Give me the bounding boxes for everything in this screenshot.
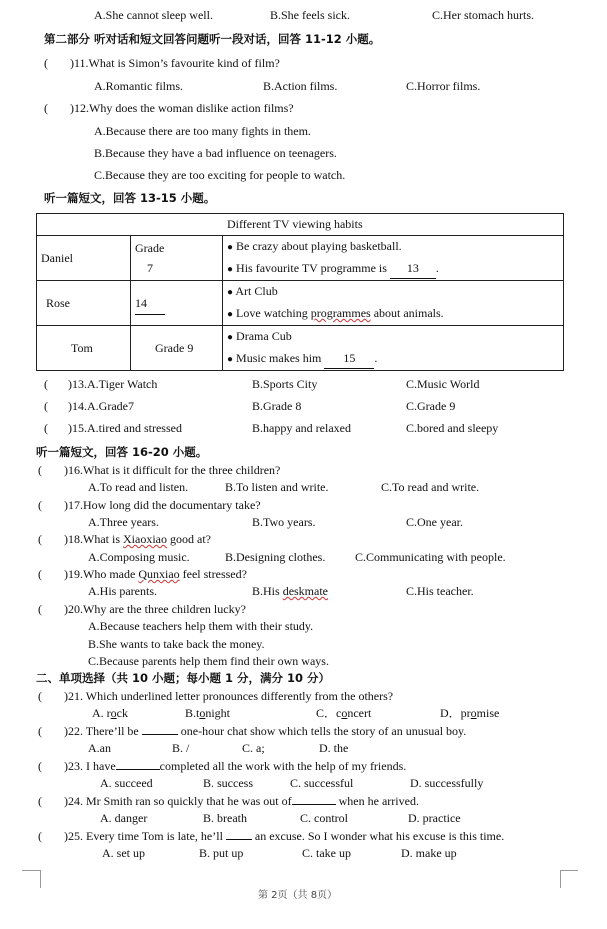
q24-option-c: C. control xyxy=(300,811,348,825)
q18-paren-close: ) xyxy=(64,532,68,546)
q17-paren-open: ( xyxy=(38,498,42,512)
tv-habits-table xyxy=(36,213,564,371)
q15-option-b: B.happy and relaxed xyxy=(252,421,351,435)
crop-mark xyxy=(40,870,41,888)
q14-paren-open: ( xyxy=(44,399,48,413)
q21-stem xyxy=(64,689,393,703)
q23-stem-pre: 23. I have xyxy=(68,759,116,773)
daniel-line2-post: . xyxy=(435,261,439,275)
q11-stem-text: 11.What is Simon’s favourite kind of film? xyxy=(74,56,280,70)
q19-option-b-word: deskmate xyxy=(282,584,329,598)
bullet-icon: ● xyxy=(227,332,234,343)
q25-stem-pre: 25. Every time Tom is late, he’ll xyxy=(68,829,223,843)
q21-d-pre: D．pr xyxy=(440,706,471,720)
q12-stem xyxy=(70,101,294,115)
q16-paren-open: ( xyxy=(38,463,42,477)
q20-paren-open: ( xyxy=(38,602,42,616)
q18-option-a: A.Composing music. xyxy=(88,550,190,564)
q14-stem-text: 14.A.Grade7 xyxy=(72,399,134,413)
q21-a-letter: o xyxy=(110,706,117,720)
q22-stem-post: one-hour chat show which tells the story of an unusual boy. xyxy=(180,724,467,738)
rose-line2-pre: Love watching xyxy=(236,306,311,320)
q19-stem-post: feel stressed? xyxy=(179,567,247,581)
q14-paren-close: ) xyxy=(68,399,72,413)
q21-c-post: ncert xyxy=(347,706,372,720)
q23-option-c: C. successful xyxy=(290,776,354,790)
q19-stem xyxy=(64,567,247,581)
q21-d-letter: o xyxy=(470,706,477,720)
page-footer: 第 2页（共 8页） xyxy=(258,890,338,901)
q18-paren-open: ( xyxy=(38,532,42,546)
q25-option-a: A. set up xyxy=(102,846,145,860)
rose-habits xyxy=(223,281,564,326)
q17-paren-close: ) xyxy=(64,498,68,512)
q20-option-c: C.Because parents help them find their own ways. xyxy=(88,654,329,668)
q21-option-d xyxy=(440,706,499,720)
q10-option-c: C.Her stomach hurts. xyxy=(432,8,534,22)
blank-15: 15 xyxy=(324,348,374,369)
q25-option-c: C. take up xyxy=(302,846,351,860)
q22-stem-pre: 22. There’ll be xyxy=(68,724,139,738)
q20-stem xyxy=(64,602,246,616)
q23-stem xyxy=(64,759,406,773)
q13-stem xyxy=(68,377,157,391)
q24-paren-close: ) xyxy=(64,794,68,808)
passage1-heading: 听一篇短文，回答 13-15 小题。 xyxy=(44,191,216,205)
q17-option-c: C.One year. xyxy=(406,515,463,529)
q10-option-b: B.She feels sick. xyxy=(270,8,350,22)
q11-option-a: A.Romantic films. xyxy=(94,79,183,93)
q19-option-b xyxy=(252,584,328,598)
q21-c-pre: C．c xyxy=(316,706,342,720)
q11-option-b: B.Action films. xyxy=(263,79,338,93)
rose-line2-post: about animals. xyxy=(370,306,444,320)
q22-paren-open: ( xyxy=(38,724,42,738)
daniel-habits xyxy=(223,236,564,281)
q21-paren-open: ( xyxy=(38,689,42,703)
q25-stem xyxy=(64,829,504,843)
q12-option-c: C.Because they are too exciting for people to watch. xyxy=(94,168,346,182)
q21-b-post: night xyxy=(205,706,231,720)
q17-stem xyxy=(64,498,261,512)
q22-option-c: C. a; xyxy=(242,741,265,755)
bullet-icon: ● xyxy=(227,309,234,320)
q19-paren-open: ( xyxy=(38,567,42,581)
q16-option-a: A.To read and listen. xyxy=(88,480,189,494)
q23-option-a: A. succeed xyxy=(100,776,153,790)
q20-option-a: A.Because teachers help them with their study. xyxy=(88,619,314,633)
q25-option-b: B. put up xyxy=(199,846,244,860)
q11-paren-close: ) xyxy=(70,56,74,70)
q18-option-c: C.Communicating with people. xyxy=(355,550,506,564)
q14-option-b: B.Grade 8 xyxy=(252,399,302,413)
q23-paren-open: ( xyxy=(38,759,42,773)
q24-blank xyxy=(292,804,336,805)
q12-option-a: A.Because there are too many fights in them. xyxy=(94,124,311,138)
q16-stem xyxy=(64,463,280,477)
q25-option-d: D. make up xyxy=(401,846,457,860)
q24-option-b: B. breath xyxy=(203,811,247,825)
daniel-grade-num: 7 xyxy=(147,261,153,275)
q19-option-b-pre: B.His xyxy=(252,584,283,598)
q16-option-c: C.To read and write. xyxy=(381,480,480,494)
q11-option-c: C.Horror films. xyxy=(406,79,481,93)
q21-option-c xyxy=(316,706,371,720)
q18-stem xyxy=(64,532,211,546)
rose-name: Rose xyxy=(37,281,131,326)
q24-option-d: D. practice xyxy=(408,811,461,825)
daniel-grade-label: Grade xyxy=(135,241,165,255)
tom-habits xyxy=(223,326,564,371)
q23-paren-close: ) xyxy=(64,759,68,773)
daniel-line2-pre: His favourite TV programme is xyxy=(236,261,387,275)
crop-mark xyxy=(22,870,40,871)
q25-paren-open: ( xyxy=(38,829,42,843)
q19-option-a: A.His parents. xyxy=(88,584,157,598)
q14-option-c: C.Grade 9 xyxy=(406,399,456,413)
q12-paren-close: ) xyxy=(70,101,74,115)
q15-stem-text: 15.A.tired and stressed xyxy=(72,421,182,435)
q20-stem-text: 20.Why are the three children lucky? xyxy=(68,602,246,616)
q19-stem-pre: 19.Who made xyxy=(68,567,139,581)
q13-option-b: B.Sports City xyxy=(252,377,318,391)
tom-grade: Grade 9 xyxy=(131,326,223,371)
q21-option-a xyxy=(92,706,128,720)
daniel-name: Daniel xyxy=(37,236,131,281)
q21-d-post: mise xyxy=(476,706,500,720)
q16-stem-text: 16.What is it difficult for the three children? xyxy=(68,463,281,477)
q13-paren-close: ) xyxy=(68,377,72,391)
part2-heading: 第二部分 听对话和短文回答问题听一段对话，回答 11-12 小题。 xyxy=(44,32,381,46)
q20-paren-close: ) xyxy=(64,602,68,616)
q21-option-b xyxy=(185,706,230,720)
q21-a-pre: A. r xyxy=(92,706,111,720)
q13-option-c: C.Music World xyxy=(406,377,480,391)
q18-option-b: B.Designing clothes. xyxy=(225,550,326,564)
rose-grade xyxy=(131,281,223,326)
tom-line2-pre: Music makes him xyxy=(236,351,322,365)
q13-stem-text: 13.A.Tiger Watch xyxy=(72,377,158,391)
q21-stem-text: 21. Which underlined letter pronounces differently from the others? xyxy=(68,689,394,703)
blank-13: 13 xyxy=(390,258,436,279)
tom-name: Tom xyxy=(37,326,131,371)
q17-option-b: B.Two years. xyxy=(252,515,316,529)
q23-blank xyxy=(116,769,160,770)
crop-mark xyxy=(560,870,561,888)
crop-mark xyxy=(560,870,578,871)
tom-line2-post: . xyxy=(374,351,378,365)
q25-stem-post: an excuse. So I wonder what his excuse is this time. xyxy=(254,829,505,843)
q21-b-pre: B.t xyxy=(185,706,200,720)
q12-paren-open: ( xyxy=(44,101,48,115)
q12-option-b: B.Because they have a bad influence on teenagers. xyxy=(94,146,337,160)
q25-paren-close: ) xyxy=(64,829,68,843)
q23-stem-post: completed all the work with the help of my friends. xyxy=(159,759,407,773)
q24-stem-post: when he arrived. xyxy=(338,794,419,808)
q19-paren-close: ) xyxy=(64,567,68,581)
q22-option-d: D. the xyxy=(319,741,349,755)
tom-line1: Drama Cub xyxy=(236,329,292,343)
q17-option-a: A.Three years. xyxy=(88,515,159,529)
q22-stem xyxy=(64,724,466,738)
rose-line2-wavy: programmes xyxy=(310,306,371,320)
section2-heading: 二、单项选择（共 10 小题；每小题 1 分，满分 10 分） xyxy=(36,671,331,685)
daniel-grade xyxy=(131,236,223,281)
q18-stem-name: Xiaoxiao xyxy=(123,532,167,546)
q19-stem-name: Qunxiao xyxy=(138,567,180,581)
q18-stem-pre: 18.What is xyxy=(68,532,123,546)
q15-stem xyxy=(68,421,182,435)
q22-blank xyxy=(142,734,178,735)
daniel-line1: Be crazy about playing basketball. xyxy=(236,239,402,253)
table-title: Different TV viewing habits xyxy=(37,214,564,236)
q13-paren-open: ( xyxy=(44,377,48,391)
q22-paren-close: ) xyxy=(64,724,68,738)
q24-stem xyxy=(64,794,419,808)
rose-line1: Art Club xyxy=(235,284,278,298)
q23-option-b: B. success xyxy=(203,776,253,790)
bullet-icon: ● xyxy=(227,354,234,365)
q11-stem xyxy=(70,56,280,70)
q11-paren-open: ( xyxy=(44,56,48,70)
q21-b-letter: o xyxy=(199,706,206,720)
passage2-heading: 听一篇短文，回答 16-20 小题。 xyxy=(36,445,208,459)
q20-option-b: B.She wants to take back the money. xyxy=(88,637,265,651)
q10-option-a: A.She cannot sleep well. xyxy=(94,8,213,22)
q19-option-c: C.His teacher. xyxy=(406,584,474,598)
q14-stem xyxy=(68,399,134,413)
q12-stem-text: 12.Why does the woman dislike action films? xyxy=(74,101,294,115)
q24-option-a: A. danger xyxy=(100,811,148,825)
q15-option-c: C.bored and sleepy xyxy=(406,421,499,435)
q22-option-a: A.an xyxy=(88,741,111,755)
bullet-icon: ● xyxy=(227,242,234,253)
q25-blank xyxy=(226,839,252,840)
q15-paren-open: ( xyxy=(44,421,48,435)
q24-stem-pre: 24. Mr Smith ran so quickly that he was out of xyxy=(68,794,292,808)
q17-stem-text: 17.How long did the documentary take? xyxy=(68,498,261,512)
q22-option-b: B. / xyxy=(172,741,190,755)
q21-c-letter: o xyxy=(341,706,348,720)
q16-paren-close: ) xyxy=(64,463,68,477)
q21-a-post: ck xyxy=(116,706,128,720)
bullet-icon: ● xyxy=(227,264,234,275)
q15-paren-close: ) xyxy=(68,421,72,435)
q21-paren-close: ) xyxy=(64,689,68,703)
blank-14: 14 xyxy=(135,292,165,315)
q24-paren-open: ( xyxy=(38,794,42,808)
bullet-icon: ● xyxy=(227,287,234,298)
q18-stem-post: good at? xyxy=(167,532,211,546)
q16-option-b: B.To listen and write. xyxy=(225,480,329,494)
q23-option-d: D. successfully xyxy=(410,776,484,790)
